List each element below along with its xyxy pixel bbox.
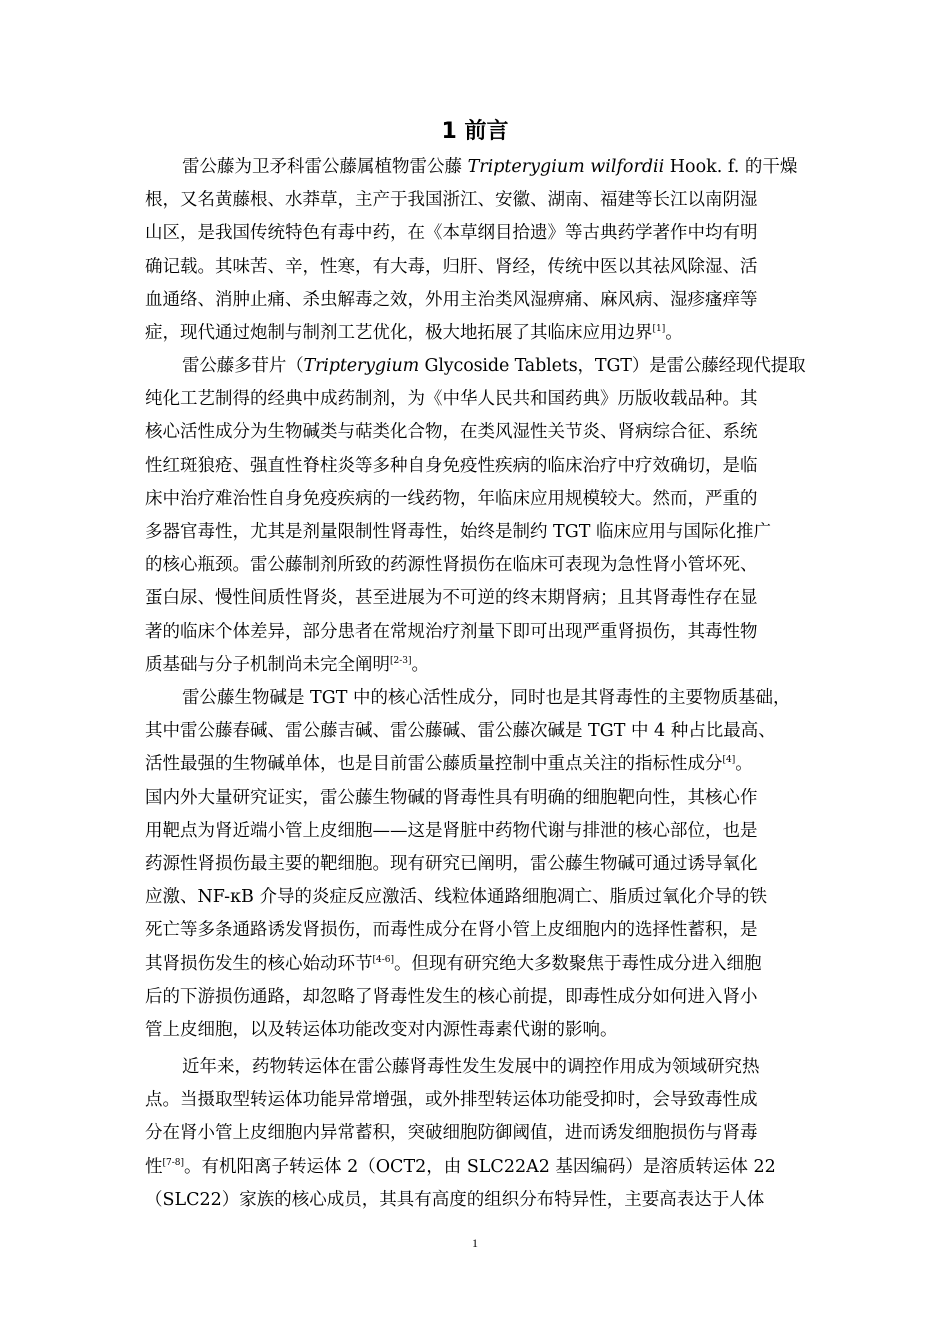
text-run: 床中治疗难治性自身免疫疾病的一线药物，年临床应用规模较大。然而，严重的 — [145, 489, 758, 509]
paragraph-3-line — [145, 853, 805, 875]
citation-ref: [2-3] — [390, 656, 412, 666]
text-run: 药源性肾损伤最主要的靶细胞。现有研究已阐明，雷公藤生物碱可通过诱导氧化 — [145, 854, 758, 874]
paragraph-4-line — [145, 1189, 805, 1211]
text-run: 活性最强的生物碱单体，也是目前雷公藤质量控制中重点关注的指标性成分 — [145, 754, 723, 774]
text-run: 。 — [735, 754, 753, 774]
text-run: 。有机阳离子转运体 2（OCT2，由 SLC22A2 基因编码）是溶质转运体 22 — [184, 1157, 776, 1177]
text-run: 。 — [665, 323, 683, 343]
paragraph-1-line — [182, 156, 805, 178]
paragraph-3-line — [145, 953, 805, 975]
text-run: 点。当摄取型转运体功能异常增强，或外排型转运体功能受抑时，会导致毒性成 — [145, 1090, 758, 1110]
paragraph-3-line — [145, 886, 805, 908]
paragraph-3-line — [145, 820, 805, 842]
citation-ref: [4] — [722, 755, 736, 765]
text-run: 分在肾小管上皮细胞内异常蓄积，突破细胞防御阈值，进而诱发细胞损伤与肾毒 — [145, 1123, 758, 1143]
text-run: 多器官毒性，尤其是剂量限制性肾毒性，始终是制约 TGT 临床应用与国际化推广 — [145, 522, 771, 542]
text-run: 根，又名黄藤根、水莽草，主产于我国浙江、安徽、湖南、福建等长江以南阴湿 — [145, 190, 758, 210]
paragraph-3-line — [145, 753, 805, 775]
text-run: 雷公藤生物碱是 TGT 中的核心活性成分，同时也是其肾毒性的主要物质基础， — [182, 688, 791, 708]
text-run: 蛋白尿、慢性间质性肾炎，甚至进展为不可逆的终末期肾病；且其肾毒性存在显 — [145, 588, 758, 608]
text-run: 国内外大量研究证实，雷公藤生物碱的肾毒性具有明确的细胞靶向性，其核心作 — [145, 788, 758, 808]
paragraph-1-line — [145, 322, 805, 344]
paragraph-2-line — [145, 654, 805, 676]
paragraph-4-line — [182, 1056, 805, 1078]
latin-name: Tripterygium — [303, 356, 420, 376]
citation-ref: [4-6] — [372, 955, 395, 965]
text-run: 著的临床个体差异，部分患者在常规治疗剂量下即可出现严重肾损伤，其毒性物 — [145, 622, 758, 642]
text-run: 症，现代通过炮制与制剂工艺优化，极大地拓展了其临床应用边界 — [145, 323, 653, 343]
text-run: 死亡等多条通路诱发肾损伤，而毒性成分在肾小管上皮细胞内的选择性蓄积，是 — [145, 920, 758, 940]
paragraph-1-line — [145, 189, 805, 211]
citation-ref: [7-8] — [162, 1158, 185, 1168]
paragraph-2-line — [145, 388, 805, 410]
paragraph-1-line — [145, 222, 805, 244]
paragraph-3-line — [145, 787, 805, 809]
text-run: （SLC22）家族的核心成员，其具有高度的组织分布特异性，主要高表达于人体 — [145, 1190, 765, 1210]
paragraph-1-line — [145, 256, 805, 278]
text-run: 。 — [411, 655, 430, 675]
paragraph-3-line — [145, 720, 805, 742]
text-run: 确记载。其味苦、辛，性寒，有大毒，归肝、肾经，传统中医以其祛风除湿、活 — [145, 257, 758, 277]
paragraph-2-line — [145, 521, 805, 543]
paragraph-4-line — [145, 1089, 805, 1111]
text-run: 血通络、消肿止痛、杀虫解毒之效，外用主治类风湿痹痛、麻风病、湿疹瘙痒等 — [145, 290, 758, 310]
text-run: 性红斑狼疮、强直性脊柱炎等多种自身免疫性疾病的临床治疗中疗效确切，是临 — [145, 456, 758, 476]
paragraph-3-line — [182, 687, 805, 709]
paragraph-4-line — [145, 1122, 805, 1144]
paragraph-2-line — [145, 554, 805, 576]
paragraph-2-line — [145, 455, 805, 477]
text-run: 应激、NF-κB 介导的炎症反应激活、线粒体通路细胞凋亡、脂质过氧化介导的铁 — [145, 887, 767, 907]
section-title: 1 前言 — [441, 119, 509, 144]
page-number: 1 — [472, 1236, 478, 1250]
text-run: 用靶点为肾近端小管上皮细胞——这是肾脏中药物代谢与排泄的核心部位，也是 — [145, 821, 758, 841]
paragraph-2-line — [145, 587, 805, 609]
paragraph-3-line — [145, 1019, 805, 1041]
text-run: 核心活性成分为生物碱类与萜类化合物，在类风湿性关节炎、肾病综合征、系统 — [145, 422, 758, 442]
paragraph-2-line — [145, 488, 805, 510]
text-run: 的核心瓶颈。雷公藤制剂所致的药源性肾损伤在临床可表现为急性肾小管坏死、 — [145, 555, 758, 575]
paragraph-2-line — [145, 621, 805, 643]
text-run: 性 — [145, 1157, 163, 1177]
text-run: 其肾损伤发生的核心始动环节 — [145, 954, 373, 974]
text-run: 山区，是我国传统特色有毒中药，在《本草纲目拾遗》等古典药学著作中均有明 — [145, 223, 758, 243]
text-run: 雷公藤为卫矛科雷公藤属植物雷公藤 — [182, 157, 468, 177]
text-run: 近年来，药物转运体在雷公藤肾毒性发生发展中的调控作用成为领域研究热 — [182, 1057, 760, 1077]
text-run: 管上皮细胞，以及转运体功能改变对内源性毒素代谢的影响。 — [145, 1020, 618, 1040]
text-run: Glycoside Tablets，TGT）是雷公藤经现代提取 — [419, 356, 806, 376]
paragraph-4-line — [145, 1156, 805, 1178]
text-run: 后的下游损伤通路，却忽略了肾毒性发生的核心前提，即毒性成分如何进入肾小 — [145, 987, 758, 1007]
text-run: 雷公藤多苷片（ — [182, 356, 304, 376]
text-run: 其中雷公藤春碱、雷公藤吉碱、雷公藤碱、雷公藤次碱是 TGT 中 4 种占比最高、 — [145, 721, 776, 741]
latin-name: Tripterygium wilfordii — [467, 157, 665, 177]
citation-ref: [1] — [652, 324, 666, 334]
paragraph-2-line — [145, 421, 805, 443]
text-run: 质基础与分子机制尚未完全阐明 — [145, 655, 390, 675]
paragraph-2-line — [182, 355, 805, 377]
paragraph-3-line — [145, 986, 805, 1008]
text-run: Hook. f. 的干燥 — [664, 157, 798, 177]
paragraph-3-line — [145, 919, 805, 941]
paragraph-1-line — [145, 289, 805, 311]
text-run: 。但现有研究绝大多数聚焦于毒性成分进入细胞 — [394, 954, 762, 974]
text-run: 纯化工艺制得的经典中成药制剂，为《中华人民共和国药典》历版收载品种。其 — [145, 389, 758, 409]
